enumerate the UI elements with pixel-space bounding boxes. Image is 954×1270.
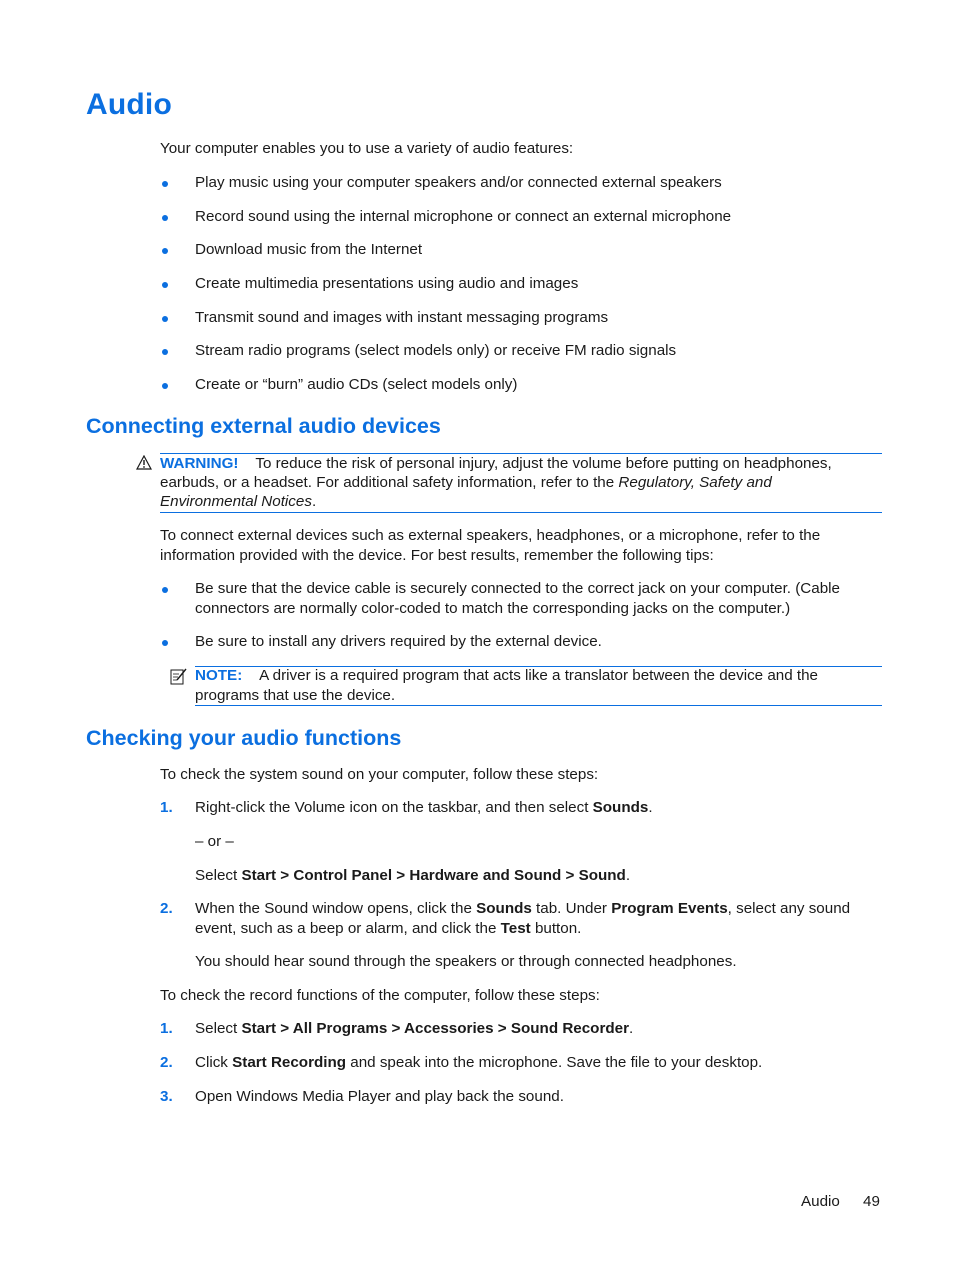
step-number: 2.	[160, 900, 173, 917]
warning-line-3: Environmental Notices.	[160, 493, 317, 510]
step-number: 1.	[160, 1020, 173, 1037]
warning-line-1: WARNING! To reduce the risk of personal injury, adjust the volume before putting on headphones,	[160, 455, 832, 472]
alternate-path: Select Start > Control Panel > Hardware and Sound > Sound.	[195, 867, 631, 884]
connect-paragraph: To connect external devices such as external speakers, headphones, or a microphone, refer to the information provided with the device. For best results, remember the following tips:	[160, 527, 821, 564]
note-pencil-icon	[170, 668, 188, 690]
bullet-icon	[162, 383, 168, 389]
or-separator: – or –	[195, 833, 234, 850]
warning-line-2: earbuds, or a headset. For additional safety information, refer to the Regulatory, Safety and	[160, 474, 772, 491]
bullet-icon	[162, 248, 168, 254]
check-intro: To check the system sound on your computer, follow these steps:	[160, 766, 599, 783]
step-result: You should hear sound through the speakers or through connected headphones.	[195, 953, 737, 970]
page-title: Audio	[86, 88, 172, 121]
bullet-icon	[162, 640, 168, 646]
bullet-icon	[162, 282, 168, 288]
list-item: Be sure that the device cable is securely connected to the correct jack on your computer. (Cable connectors are normally color-coded to match the corresponding jacks on the computer.)	[160, 579, 882, 619]
warning-bottom-rule	[160, 512, 882, 513]
step-number: 1.	[160, 799, 173, 816]
document-page: Audio Your computer enables you to use a variety of audio features: Play music using your computer speakers and/or connected external speakers Record sound using the internal microphone or connect an external microphone Download music from the Internet Create multimedia presentations using audio and images Transmit sound and images with instant messaging programs Stream radio programs (select models only) or receive FM radio signals Create or “burn” audio CDs (select models only) Connecting external audio devices WARNING! To reduce the risk of personal injury, adjust the volume before putting on headphones, earbuds, or a headset. For additional safety information, refer to the Regulatory, Safety and Environmental Notices. To connect external devices such as external speakers, headphones, or a microphone, refer to the information provided with the device. For best results, remember the following tips: Be sure that the device cable is securely connected to the correct jack on your computer. (Cable connectors are normally color-coded to match the corresponding jacks on the computer.) Be sure to install any drivers required by the external device. NOTE: A driver is a required program that acts like a translator between the device and the programs that use the device. Checking your audio functions To check the system sound on your computer, follow these steps: 1. Right-click the Volume icon on the taskbar, and then select Sounds. – or – Select Start > Control Panel > Hardware and Sound > Sound. 2. When the Sound window opens, click the Sounds tab. Under Program Events, select any sound event, such as a beep or alarm, and click the Test button. You should hear sound through the speakers or through connected headphones. To check the record functions of the computer, follow these steps: 1. Select Start > All Programs > Accessories > Sound Recorder. 2. Click Start Recording and speak into the microphone. Save the file to your desktop. 3. Open Windows Media Player and play back the sound. Audio 49	[0, 0, 954, 1270]
note-line-1: NOTE: A driver is a required program that acts like a translator between the device and the	[195, 667, 819, 684]
footer-section-name: Audio	[801, 1193, 840, 1210]
bullet-icon	[162, 215, 168, 221]
bullet-icon	[162, 181, 168, 187]
section-heading-connecting: Connecting external audio devices	[86, 414, 441, 438]
step-number: 3.	[160, 1088, 173, 1105]
footer-page-number: 49	[863, 1193, 880, 1210]
note-label: NOTE:	[195, 667, 243, 684]
note-line-2: programs that use the device.	[195, 687, 396, 704]
warning-triangle-icon	[136, 455, 152, 475]
bullet-icon	[162, 349, 168, 355]
intro-paragraph: Your computer enables you to use a variety of audio features:	[160, 140, 574, 157]
bullet-icon	[162, 587, 168, 593]
section-heading-checking: Checking your audio functions	[86, 726, 402, 750]
bullet-icon	[162, 316, 168, 322]
record-intro: To check the record functions of the computer, follow these steps:	[160, 987, 600, 1004]
note-bottom-rule	[195, 705, 882, 706]
warning-label: WARNING!	[160, 455, 239, 472]
step-number: 2.	[160, 1054, 173, 1071]
